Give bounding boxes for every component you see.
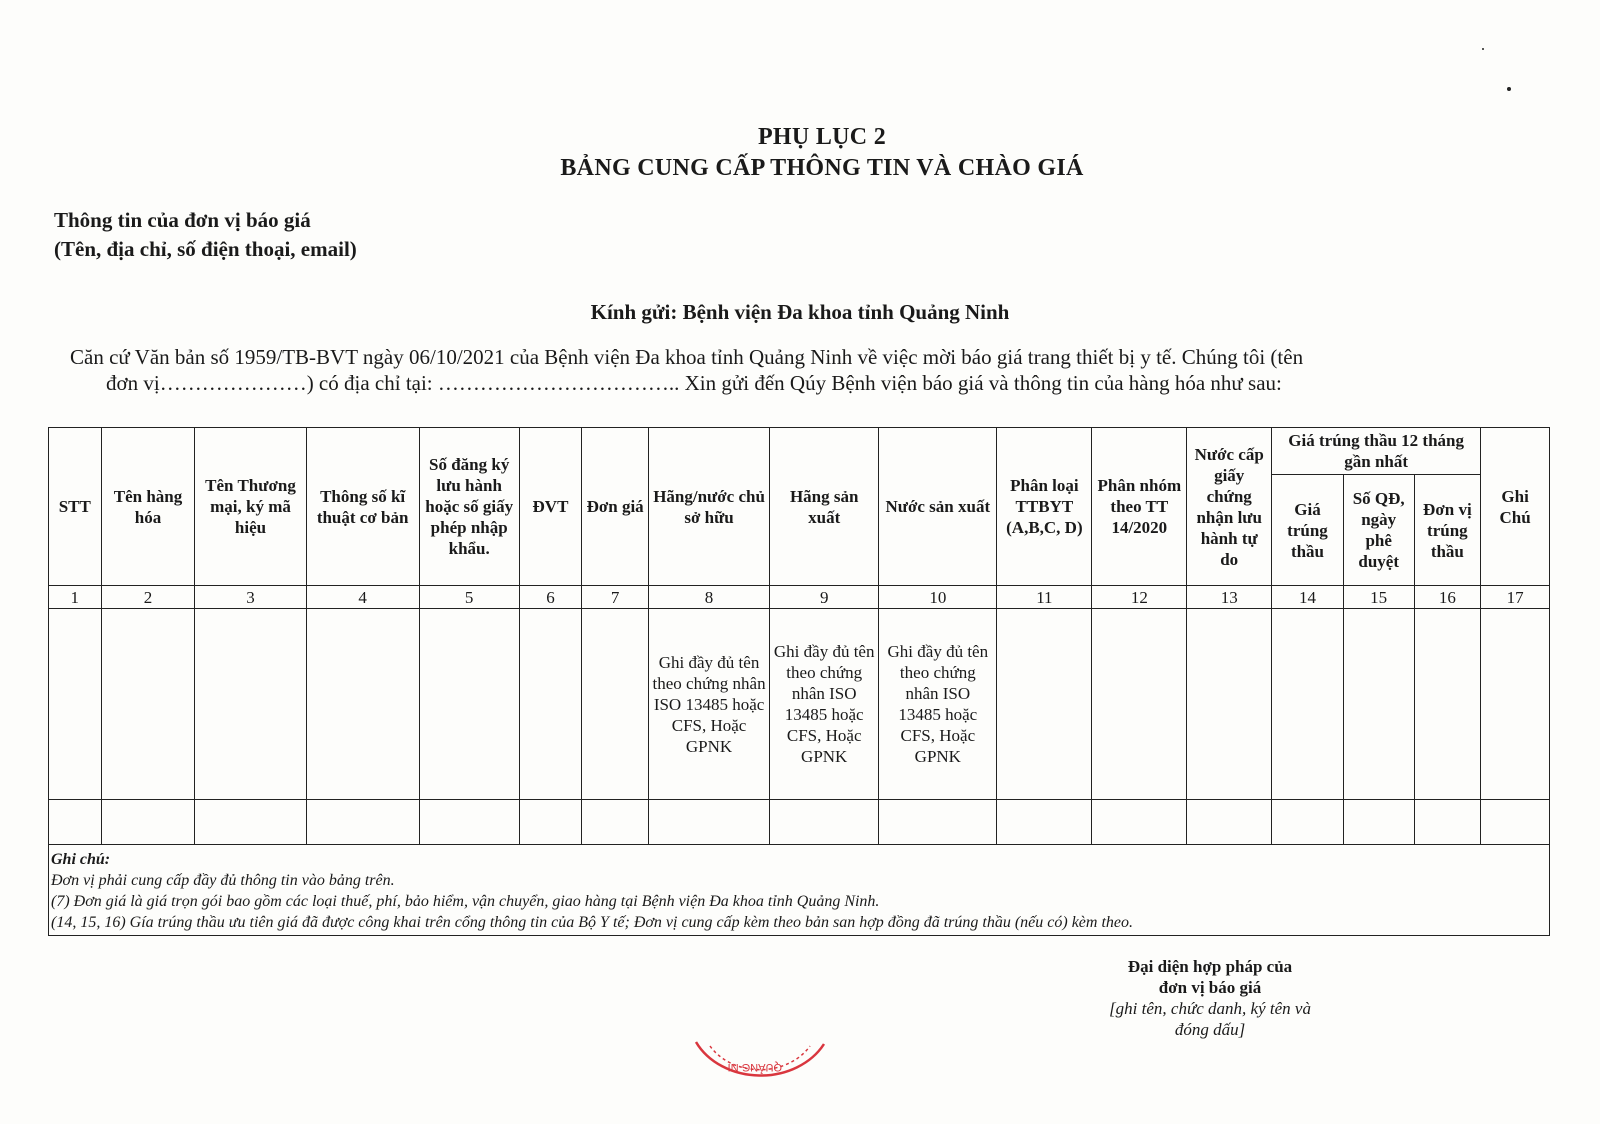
col-number: 16 <box>1414 586 1481 609</box>
supplier-info <box>54 206 357 264</box>
table-cell <box>582 609 649 800</box>
signature-line3: [ghi tên, chức danh, ký tên và <box>1109 999 1311 1018</box>
table-cell <box>1481 609 1550 800</box>
table-cell <box>997 609 1092 800</box>
col-header-14: Giá trúng thầu <box>1272 475 1344 586</box>
table-row <box>49 800 1550 845</box>
col-header-13: Nước cấp giấy chứng nhận lưu hành tự do <box>1187 428 1272 586</box>
recipient-line: Kính gửi: Bệnh viện Đa khoa tỉnh Quảng Ninh <box>590 300 1010 324</box>
col-group-header: Giá trúng thầu 12 tháng gần nhất <box>1272 428 1481 475</box>
document-subtitle: BẢNG CUNG CẤP THÔNG TIN VÀ CHÀO GIÁ <box>560 155 1084 181</box>
cell-manufacturer-instruction: Ghi đầy đủ tên theo chứng nhân ISO 13485 hoặc CFS, Hoặc GPNK <box>770 609 879 800</box>
table-cell <box>419 609 519 800</box>
col-header-8: Hãng/nước chủ sở hữu <box>648 428 769 586</box>
col-header-11: Phân loại TTBYT (A,B,C, D) <box>997 428 1092 586</box>
cell-country-instruction: Ghi đầy đủ tên theo chứng nhân ISO 13485 hoặc CFS, Hoặc GPNK <box>879 609 997 800</box>
table-row <box>49 609 1550 800</box>
col-number: 13 <box>1187 586 1272 609</box>
scan-speck <box>1482 48 1484 50</box>
col-header-4: Thông số kĩ thuật cơ bản <box>306 428 419 586</box>
table-cell <box>49 609 102 800</box>
table-cell <box>1343 800 1414 845</box>
signature-line1: Đại diện hợp pháp của <box>1127 957 1293 976</box>
col-header-17: Ghi Chú <box>1481 428 1550 586</box>
quotation-table <box>48 427 1550 936</box>
col-header-12: Phân nhóm theo TT 14/2020 <box>1092 428 1187 586</box>
col-number: 1 <box>49 586 102 609</box>
col-number: 12 <box>1092 586 1187 609</box>
table-cell <box>648 800 769 845</box>
col-number: 10 <box>879 586 997 609</box>
col-number: 4 <box>306 586 419 609</box>
table-cell <box>879 800 997 845</box>
notes-cell <box>49 845 1550 936</box>
table-cell <box>101 800 195 845</box>
col-number: 9 <box>770 586 879 609</box>
table-cell <box>1414 609 1481 800</box>
signature-line2: đơn vị báo giá <box>1158 978 1262 997</box>
col-number: 6 <box>519 586 582 609</box>
table-cell <box>49 800 102 845</box>
table-cell <box>997 800 1092 845</box>
col-number: 5 <box>419 586 519 609</box>
table-cell <box>582 800 649 845</box>
note-item: Đơn vị phải cung cấp đầy đủ thông tin vào bảng trên. <box>51 872 395 889</box>
stamp-seal <box>690 1032 840 1092</box>
table-cell <box>519 609 582 800</box>
table-cell <box>1187 609 1272 800</box>
intro-line2: đơn vị…………………) có địa chỉ tại: …………………………….. Xin gửi đến Qúy Bệnh viện báo giá và thông tin của hàng hóa như sau: <box>106 371 1282 395</box>
col-number: 2 <box>101 586 195 609</box>
table-cell <box>770 800 879 845</box>
table-cell <box>306 609 419 800</box>
col-header-2: Tên hàng hóa <box>101 428 195 586</box>
col-header-7: Đơn giá <box>582 428 649 586</box>
table-cell <box>1272 609 1344 800</box>
table-cell <box>519 800 582 845</box>
signature-block <box>1085 956 1335 1040</box>
col-header-16: Đơn vị trúng thầu <box>1414 475 1481 586</box>
table-cell <box>1272 800 1344 845</box>
table-cell <box>101 609 195 800</box>
col-header-1: STT <box>49 428 102 586</box>
intro-paragraph <box>70 344 1530 396</box>
table-cell <box>1414 800 1481 845</box>
table-cell <box>1187 800 1272 845</box>
notes-row <box>49 845 1550 936</box>
col-number: 14 <box>1272 586 1344 609</box>
col-number: 7 <box>582 586 649 609</box>
table-cell <box>1481 800 1550 845</box>
col-number: 3 <box>195 586 306 609</box>
cell-owner-instruction: Ghi đầy đủ tên theo chứng nhân ISO 13485 hoặc CFS, Hoặc GPNK <box>648 609 769 800</box>
signature-line4: đóng dấu] <box>1174 1020 1246 1039</box>
col-number: 8 <box>648 586 769 609</box>
col-header-10: Nước sản xuất <box>879 428 997 586</box>
table-cell <box>195 800 306 845</box>
header-row <box>49 428 1550 475</box>
note-item: (14, 15, 16) Gía trúng thầu ưu tiên giá đã được công khai trên cổng thông tin của Bộ Y tế; Đơn vị cung cấp kèm theo bản san hợp đồng đã trúng thầu (nếu có) kèm theo. <box>51 914 1134 931</box>
col-header-6: ĐVT <box>519 428 582 586</box>
supplier-info-line1: Thông tin của đơn vị báo giá <box>54 208 311 232</box>
document-title: PHỤ LỤC 2 <box>757 124 887 150</box>
column-number-row <box>49 586 1550 609</box>
note-item: (7) Đơn giá là giá trọn gói bao gồm các loại thuế, phí, bảo hiểm, vận chuyển, giao hàng tại Bệnh viện Đa khoa tỉnh Quảng Ninh. <box>51 893 880 910</box>
col-header-9: Hãng sản xuất <box>770 428 879 586</box>
table-cell <box>306 800 419 845</box>
col-number: 11 <box>997 586 1092 609</box>
col-header-15: Số QĐ, ngày phê duyệt <box>1343 475 1414 586</box>
supplier-info-line2: (Tên, địa chỉ, số điện thoại, email) <box>54 237 357 261</box>
intro-line1: Căn cứ Văn bản số 1959/TB-BVT ngày 06/10/2021 của Bệnh viện Đa khoa tỉnh Quảng Ninh về việc mời báo giá trang thiết bị y tế. Chúng tôi (tên <box>70 345 1304 369</box>
table-cell <box>419 800 519 845</box>
table-cell <box>1092 609 1187 800</box>
col-number: 15 <box>1343 586 1414 609</box>
table-cell <box>1092 800 1187 845</box>
table-cell <box>195 609 306 800</box>
col-header-5: Số đăng ký lưu hành hoặc số giấy phép nhập khẩu. <box>419 428 519 586</box>
col-header-3: Tên Thương mại, ký mã hiệu <box>195 428 306 586</box>
table-cell <box>1343 609 1414 800</box>
col-number: 17 <box>1481 586 1550 609</box>
scan-speck <box>1507 87 1511 91</box>
stamp-text: QUẢNG NI <box>727 1061 782 1073</box>
notes-title: Ghi chú: <box>51 851 111 868</box>
